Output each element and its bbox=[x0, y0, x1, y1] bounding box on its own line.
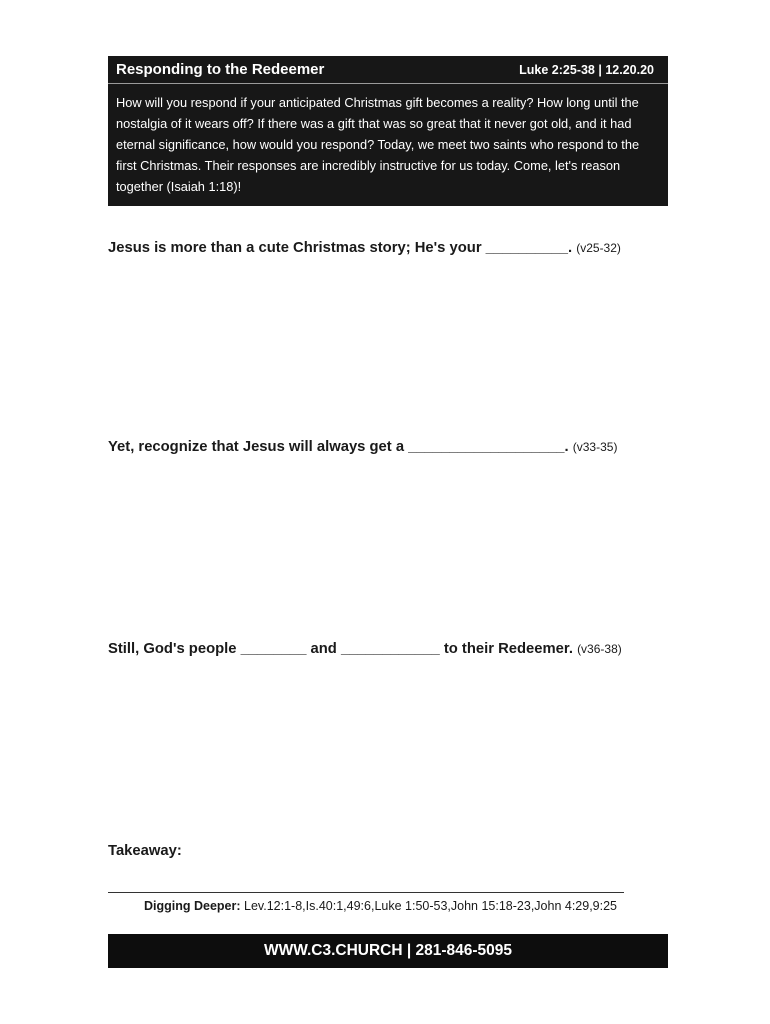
footer-contact: WWW.C3.CHURCH | 281-846-5095 bbox=[263, 942, 513, 959]
takeaway-label: Takeaway: bbox=[108, 843, 182, 859]
point-3-ref: (v36-38) bbox=[577, 642, 622, 656]
sermon-intro: How will you respond if your anticipated Christmas gift becomes a reality? How long until the nostalgia of it wears off? If there was a gift that was so great that it never got old, and it had eternal significance, how would you respond? Today, we meet two saints who respond to the first Christmas. Their responses are incredibly instructive for us today. Come, let's reason together (Isaiah 1:18)! bbox=[116, 95, 640, 194]
point-2-text: Yet, recognize that Jesus will always get a ___________________. bbox=[108, 439, 569, 455]
point-2 bbox=[108, 439, 617, 455]
scripture-date: Luke 2:25-38 | 12.20.20 bbox=[519, 62, 654, 77]
digging-deeper-refs: Lev.12:1-8,Is.40:1,49:6,Luke 1:50-53,John 15:18-23,John 4:29,9:25 bbox=[244, 899, 617, 913]
point-2-ref: (v33-35) bbox=[572, 440, 618, 454]
point-1 bbox=[108, 240, 621, 256]
header-title-bar bbox=[108, 56, 668, 84]
point-3 bbox=[108, 641, 622, 657]
takeaway-line bbox=[108, 892, 624, 893]
sermon-header bbox=[108, 56, 668, 206]
digging-deeper-label: Digging Deeper: bbox=[144, 899, 241, 913]
footer-bar bbox=[108, 934, 668, 968]
sermon-title: Responding to the Redeemer bbox=[116, 61, 325, 78]
point-3-text: Still, God's people ________ and ____________ to their Redeemer. bbox=[108, 641, 573, 657]
point-1-ref: (v25-32) bbox=[576, 241, 621, 255]
digging-deeper bbox=[144, 899, 617, 913]
point-1-text: Jesus is more than a cute Christmas story; He's your __________. bbox=[108, 240, 573, 256]
